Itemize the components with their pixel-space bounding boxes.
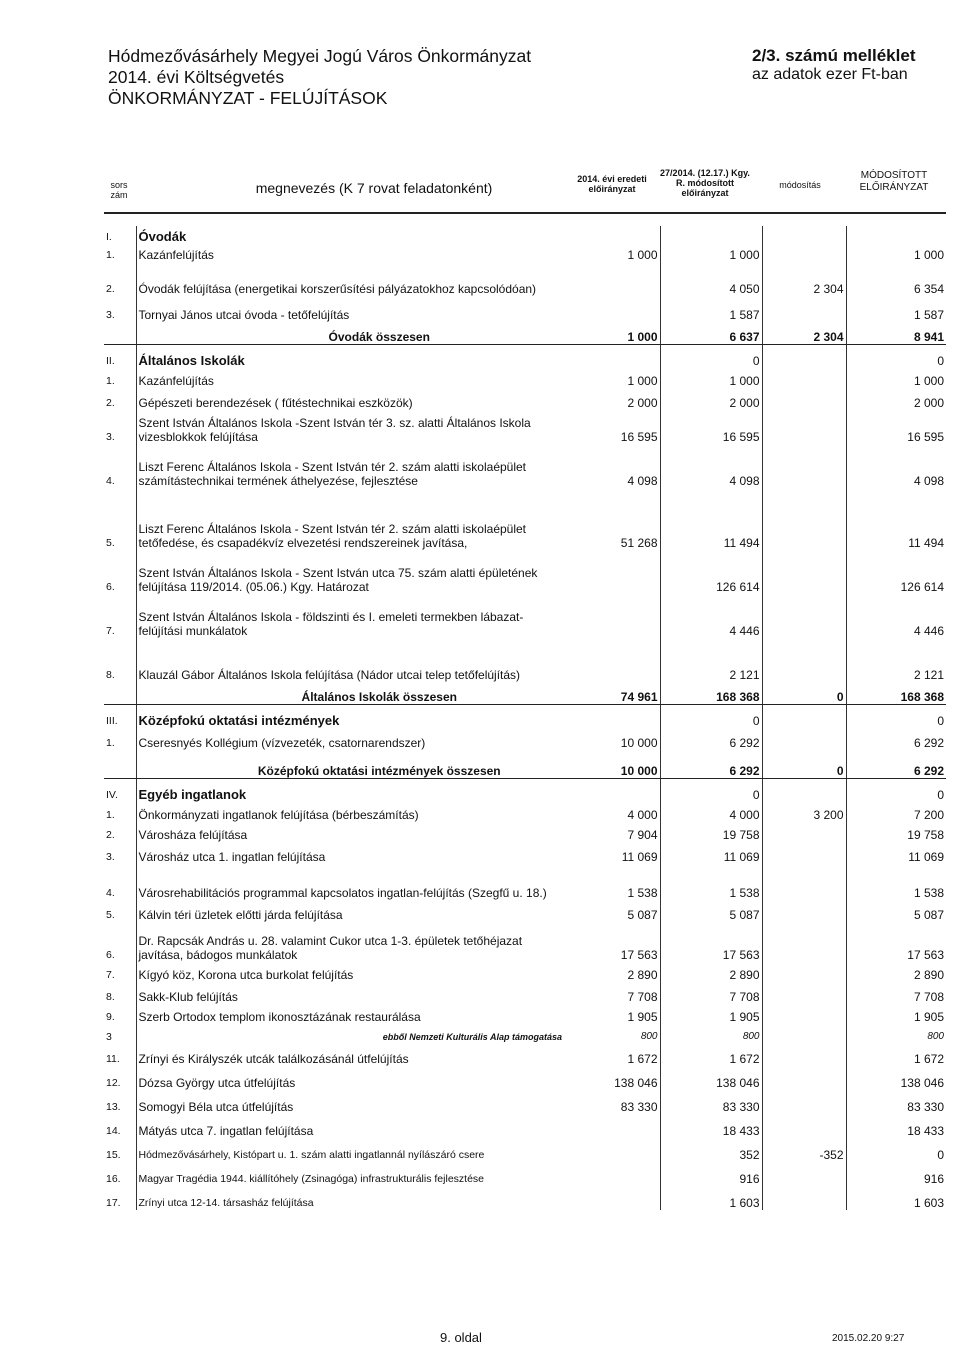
col-change: módosítás — [779, 180, 821, 190]
column-header-row — [104, 160, 946, 214]
modified-amount: 4 098 — [660, 444, 762, 488]
col-sorszam: sors zám — [110, 180, 128, 200]
original-amount — [564, 1114, 660, 1138]
final-amount: 1 603 — [913, 1196, 944, 1210]
row-number: 14. — [106, 1125, 121, 1137]
modified-amount: 800 — [660, 1024, 762, 1044]
row-description: Óvodák felújítása (energetikai korszerűsítési pályázatokhoz kapcsolódóan) — [136, 262, 564, 296]
original-amount: 1 000 — [564, 244, 660, 262]
modified-amount: 1 905 — [660, 1004, 762, 1024]
final-amount: 1 000 — [913, 374, 944, 388]
row-number: 5. — [106, 909, 115, 921]
row-number: 9. — [106, 1011, 115, 1023]
final-amount: 916 — [923, 1172, 944, 1186]
row-number: 1. — [106, 737, 115, 749]
table-row — [104, 244, 946, 262]
original-amount: 4 098 — [564, 444, 660, 488]
modified-amount: 0 — [660, 778, 762, 802]
final-amount: 8 941 — [846, 322, 946, 344]
row-number: 4. — [106, 887, 115, 899]
final-amount: 1 538 — [913, 886, 944, 900]
annex-number: 2/3. számú melléklet — [752, 46, 916, 65]
row-number: 13. — [106, 1101, 121, 1113]
row-description: Városrehabilitációs programmal kapcsolatos ingatlan-felújítás (Szegfű u. 18.) — [136, 864, 564, 900]
modified-amount: 11 494 — [660, 488, 762, 550]
table-row — [104, 822, 946, 842]
table-row — [104, 1066, 946, 1090]
original-amount: 2 890 — [564, 962, 660, 982]
final-amount: 18 433 — [907, 1124, 944, 1138]
original-amount: 1 538 — [564, 864, 660, 900]
change-amount: 2 304 — [762, 262, 846, 296]
modified-amount: 2 890 — [660, 962, 762, 982]
table-body — [104, 226, 946, 1210]
original-amount: 7 708 — [564, 982, 660, 1004]
row-description: Önkormányzati ingatlanok felújítása (bérbeszámítás) — [136, 802, 564, 822]
modified-amount: 4 050 — [660, 262, 762, 296]
final-amount: 1 000 — [913, 248, 944, 262]
row-description: Kazánfelújítás — [136, 368, 564, 388]
row-number: 1. — [106, 249, 115, 261]
row-description: Középfokú oktatási intézmények — [136, 704, 564, 728]
table-row — [104, 296, 946, 322]
table-row — [104, 802, 946, 822]
modified-amount: 916 — [660, 1162, 762, 1186]
modified-amount: 1 000 — [660, 368, 762, 388]
row-number: II. — [106, 355, 115, 367]
final-amount: 7 708 — [913, 990, 944, 1004]
change-amount — [762, 1090, 846, 1114]
change-amount — [762, 1004, 846, 1024]
original-amount — [564, 1162, 660, 1186]
final-amount: 0 — [937, 788, 944, 802]
row-number — [104, 750, 136, 778]
modified-amount: 18 433 — [660, 1114, 762, 1138]
row-description: Klauzál Gábor Általános Iskola felújítása (Nádor utcai telep tetőfelújítás) — [136, 638, 564, 682]
row-number: 8. — [106, 991, 115, 1003]
change-amount — [762, 444, 846, 488]
table-row — [104, 1024, 946, 1044]
row-description: Középfokú oktatási intézmények összesen — [136, 750, 564, 778]
modified-amount: 16 595 — [660, 410, 762, 444]
modified-amount: 352 — [660, 1138, 762, 1162]
row-description: Mátyás utca 7. ingatlan felújítása — [136, 1114, 564, 1138]
row-number: 3. — [106, 851, 115, 863]
header-section-title: ÖNKORMÁNYZAT - FELÚJÍTÁSOK — [108, 88, 388, 108]
row-description: Szent István Általános Iskola -Szent István tér 3. sz. alatti Általános Iskola vizesblokkok felújítása — [136, 410, 564, 444]
row-number — [104, 322, 136, 344]
annex-header — [752, 46, 915, 84]
change-amount — [762, 1044, 846, 1066]
change-amount — [762, 1066, 846, 1090]
row-description: Általános Iskolák összesen — [136, 682, 564, 704]
row-description: Városház utca 1. ingatlan felújítása — [136, 842, 564, 864]
change-amount — [762, 922, 846, 962]
row-number: 3. — [106, 309, 115, 321]
table-row — [104, 444, 946, 488]
row-number: 4. — [106, 475, 115, 487]
col-modified: 27/2014. (12.17.) Kgy. R. módosított előirányzat — [660, 168, 750, 198]
original-amount — [564, 1186, 660, 1210]
row-number: 6. — [106, 949, 115, 961]
row-description: Városháza felújítása — [136, 822, 564, 842]
final-amount: 19 758 — [907, 828, 944, 842]
original-amount — [564, 550, 660, 594]
original-amount: 10 000 — [564, 750, 660, 778]
subtotal-row — [104, 322, 946, 344]
modified-amount: 6 292 — [660, 750, 762, 778]
table-row — [104, 488, 946, 550]
change-amount — [762, 1162, 846, 1186]
change-amount — [762, 244, 846, 262]
final-amount: 126 614 — [900, 580, 944, 594]
row-description: Cseresnyés Kollégium (vízvezeték, csatornarendszer) — [136, 728, 564, 750]
modified-amount: 4 000 — [660, 802, 762, 822]
table-row — [104, 1186, 946, 1210]
original-amount: 17 563 — [564, 922, 660, 962]
row-number: 2. — [106, 829, 115, 841]
row-description: Óvodák összesen — [136, 322, 564, 344]
row-number: 15. — [106, 1149, 121, 1161]
table-row — [104, 1138, 946, 1162]
unit-note: az adatok ezer Ft-ban — [752, 66, 908, 83]
modified-amount: 0 — [660, 704, 762, 728]
original-amount — [564, 1138, 660, 1162]
col-name: megnevezés (K 7 rovat feladatonként) — [255, 180, 493, 196]
original-amount: 1 905 — [564, 1004, 660, 1024]
final-amount: 5 087 — [913, 908, 944, 922]
final-amount: 0 — [937, 354, 944, 368]
change-amount — [762, 1024, 846, 1044]
final-amount: 800 — [927, 1031, 944, 1042]
row-number: 6. — [106, 581, 115, 593]
modified-amount: 19 758 — [660, 822, 762, 842]
modified-amount: 5 087 — [660, 900, 762, 922]
row-number: IV. — [106, 789, 118, 801]
change-amount — [762, 704, 846, 728]
row-description: Liszt Ferenc Általános Iskola - Szent István tér 2. szám alatti iskolaépület tetőfedése, és csapadékvíz elvezetési rendszereinek javítása, — [136, 488, 564, 550]
row-number: 17. — [106, 1197, 121, 1209]
row-number: 1. — [106, 809, 115, 821]
original-amount — [564, 594, 660, 638]
change-amount — [762, 1114, 846, 1138]
table-row — [104, 900, 946, 922]
change-amount: 2 304 — [762, 322, 846, 344]
change-amount: 3 200 — [762, 802, 846, 822]
table-row — [104, 410, 946, 444]
table-row — [104, 1162, 946, 1186]
final-amount: 6 292 — [913, 736, 944, 750]
final-amount: 2 890 — [913, 968, 944, 982]
original-amount: 5 087 — [564, 900, 660, 922]
section-row — [104, 704, 946, 728]
change-amount — [762, 864, 846, 900]
modified-amount: 11 069 — [660, 842, 762, 864]
table-row — [104, 594, 946, 638]
row-description: Liszt Ferenc Általános Iskola - Szent István tér 2. szám alatti iskolaépület számítástechnikai termének áthelyezése, fejlesztése — [136, 444, 564, 488]
table-row — [104, 1090, 946, 1114]
modified-amount: 7 708 — [660, 982, 762, 1004]
change-amount — [762, 962, 846, 982]
header-municipality: Hódmezővásárhely Megyei Jogú Város Önkormányzat — [108, 46, 532, 66]
row-number: I. — [106, 231, 112, 243]
row-number: 3. — [106, 431, 115, 443]
modified-amount: 6 292 — [660, 728, 762, 750]
section-row — [104, 226, 946, 244]
modified-amount: 168 368 — [660, 682, 762, 704]
row-number: 5. — [106, 537, 115, 549]
final-amount — [846, 226, 946, 244]
row-number — [104, 682, 136, 704]
table-row — [104, 368, 946, 388]
table-row — [104, 1114, 946, 1138]
change-amount: 0 — [762, 682, 846, 704]
change-amount — [762, 296, 846, 322]
table-row — [104, 1044, 946, 1066]
change-amount — [762, 638, 846, 682]
original-amount — [564, 638, 660, 682]
change-amount — [762, 488, 846, 550]
change-amount: 0 — [762, 750, 846, 778]
modified-amount: 2 121 — [660, 638, 762, 682]
original-amount: 800 — [564, 1024, 660, 1044]
original-amount: 1 000 — [564, 322, 660, 344]
modified-amount: 17 563 — [660, 922, 762, 962]
final-amount: 83 330 — [907, 1100, 944, 1114]
change-amount — [762, 226, 846, 244]
modified-amount: 2 000 — [660, 388, 762, 410]
final-amount: 2 121 — [913, 668, 944, 682]
page-number: 9. oldal — [440, 1330, 482, 1345]
final-amount: 6 354 — [913, 282, 944, 296]
row-number: 16. — [106, 1173, 121, 1185]
header-budget-year: 2014. évi Költségvetés — [108, 67, 285, 87]
table-row — [104, 638, 946, 682]
row-description: Hódmezővásárhely, Kistópart u. 1. szám alatti ingatlannál nyílászáró csere — [136, 1138, 564, 1162]
final-amount: 0 — [937, 1148, 944, 1162]
original-amount: 83 330 — [564, 1090, 660, 1114]
final-amount: 1 587 — [913, 308, 944, 322]
original-amount — [564, 704, 660, 728]
subtotal-row — [104, 682, 946, 704]
final-amount: 1 905 — [913, 1010, 944, 1024]
table-row — [104, 262, 946, 296]
change-amount — [762, 344, 846, 368]
final-amount: 11 069 — [908, 850, 944, 864]
change-amount — [762, 900, 846, 922]
final-amount: 2 000 — [913, 396, 944, 410]
table-row — [104, 388, 946, 410]
final-amount: 138 046 — [900, 1076, 944, 1090]
modified-amount: 0 — [660, 344, 762, 368]
table-row — [104, 728, 946, 750]
row-description: Szent István Általános Iskola - Szent István utca 75. szám alatti épületének felújítása 119/2014. (05.06.) Kgy. Határozat — [136, 550, 564, 594]
modified-amount: 1 672 — [660, 1044, 762, 1066]
table-row — [104, 1004, 946, 1024]
print-date: 2015.02.20 9:27 — [832, 1333, 905, 1344]
row-number: 1. — [106, 375, 115, 387]
row-description: Óvodák — [136, 226, 564, 244]
document-header — [108, 46, 531, 109]
row-description: Szent István Általános Iskola - földszinti és I. emeleti termekben lábazat-felújítási munkálatok — [136, 594, 564, 638]
change-amount — [762, 982, 846, 1004]
col-final: MÓDOSÍTOTT ELŐIRÁNYZAT — [859, 170, 929, 193]
final-amount: 6 292 — [846, 750, 946, 778]
table-row — [104, 922, 946, 962]
row-description: Zrínyi utca 12-14. társasház felújítása — [136, 1186, 564, 1210]
row-description: Kazánfelújítás — [136, 244, 564, 262]
modified-amount: 1 587 — [660, 296, 762, 322]
final-amount: 7 200 — [913, 808, 944, 822]
section-row — [104, 344, 946, 368]
modified-amount: 1 603 — [660, 1186, 762, 1210]
original-amount: 4 000 — [564, 802, 660, 822]
row-number: 12. — [106, 1077, 121, 1089]
row-description: Sakk-Klub felújítás — [136, 982, 564, 1004]
change-amount — [762, 594, 846, 638]
row-description: Somogyi Béla utca útfelújítás — [136, 1090, 564, 1114]
row-description: Általános Iskolák — [136, 344, 564, 368]
subtotal-row — [104, 750, 946, 778]
row-description: Zrínyi és Királyszék utcák találkozásánál útfelújítás — [136, 1044, 564, 1066]
original-amount: 16 595 — [564, 410, 660, 444]
row-description: Dózsa György utca útfelújítás — [136, 1066, 564, 1090]
row-description: Egyéb ingatlanok — [136, 778, 564, 802]
change-amount — [762, 368, 846, 388]
final-amount: 17 563 — [907, 948, 944, 962]
original-amount: 7 904 — [564, 822, 660, 842]
original-amount: 138 046 — [564, 1066, 660, 1090]
original-amount: 10 000 — [564, 728, 660, 750]
original-amount — [564, 262, 660, 296]
final-amount: 4 098 — [913, 474, 944, 488]
final-amount: 168 368 — [846, 682, 946, 704]
renovation-table — [104, 226, 946, 1210]
row-number: 3 — [106, 1031, 112, 1043]
final-amount: 1 672 — [913, 1052, 944, 1066]
original-amount — [564, 344, 660, 368]
row-description: Szerb Ortodox templom ikonosztázának restaurálása — [136, 1004, 564, 1024]
original-amount: 1 672 — [564, 1044, 660, 1066]
modified-amount: 4 446 — [660, 594, 762, 638]
change-amount: -352 — [762, 1138, 846, 1162]
modified-amount: 6 637 — [660, 322, 762, 344]
modified-amount — [660, 226, 762, 244]
row-description: Dr. Rapcsák András u. 28. valamint Cukor utca 1-3. épületek tetőhéjazat javítása, bádogos munkálatok — [136, 922, 564, 962]
original-amount — [564, 226, 660, 244]
section-row — [104, 778, 946, 802]
original-amount: 1 000 — [564, 368, 660, 388]
change-amount — [762, 842, 846, 864]
change-amount — [762, 550, 846, 594]
row-description: ebből Nemzeti Kulturális Alap támogatása — [136, 1024, 564, 1044]
row-number: 7. — [106, 625, 115, 637]
table-row — [104, 982, 946, 1004]
original-amount: 2 000 — [564, 388, 660, 410]
row-description: Kígyó köz, Korona utca burkolat felújítás — [136, 962, 564, 982]
final-amount: 16 595 — [907, 430, 944, 444]
row-number: 2. — [106, 283, 115, 295]
original-amount — [564, 296, 660, 322]
original-amount: 51 268 — [564, 488, 660, 550]
table-row — [104, 962, 946, 982]
original-amount: 11 069 — [564, 842, 660, 864]
final-amount: 11 494 — [908, 536, 944, 550]
row-number: 8. — [106, 669, 115, 681]
col-original: 2014. évi eredeti előirányzat — [577, 174, 647, 194]
modified-amount: 1 538 — [660, 864, 762, 900]
row-number: III. — [106, 715, 118, 727]
change-amount — [762, 822, 846, 842]
change-amount — [762, 388, 846, 410]
row-number: 7. — [106, 969, 115, 981]
table-row — [104, 550, 946, 594]
row-description: Magyar Tragédia 1944. kiállítóhely (Zsinagóga) infrastrukturális fejlesztése — [136, 1162, 564, 1186]
original-amount — [564, 778, 660, 802]
modified-amount: 126 614 — [660, 550, 762, 594]
row-number: 2. — [106, 397, 115, 409]
modified-amount: 83 330 — [660, 1090, 762, 1114]
final-amount: 0 — [937, 714, 944, 728]
final-amount: 4 446 — [913, 624, 944, 638]
change-amount — [762, 778, 846, 802]
modified-amount: 138 046 — [660, 1066, 762, 1090]
change-amount — [762, 728, 846, 750]
row-description: Tornyai János utcai óvoda - tetőfelújítás — [136, 296, 564, 322]
row-description: Kálvin téri üzletek előtti járda felújítása — [136, 900, 564, 922]
change-amount — [762, 1186, 846, 1210]
row-number: 11. — [106, 1053, 120, 1065]
table-row — [104, 864, 946, 900]
row-description: Gépészeti berendezések ( fűtéstechnikai eszközök) — [136, 388, 564, 410]
modified-amount: 1 000 — [660, 244, 762, 262]
change-amount — [762, 410, 846, 444]
table-row — [104, 842, 946, 864]
original-amount: 74 961 — [564, 682, 660, 704]
